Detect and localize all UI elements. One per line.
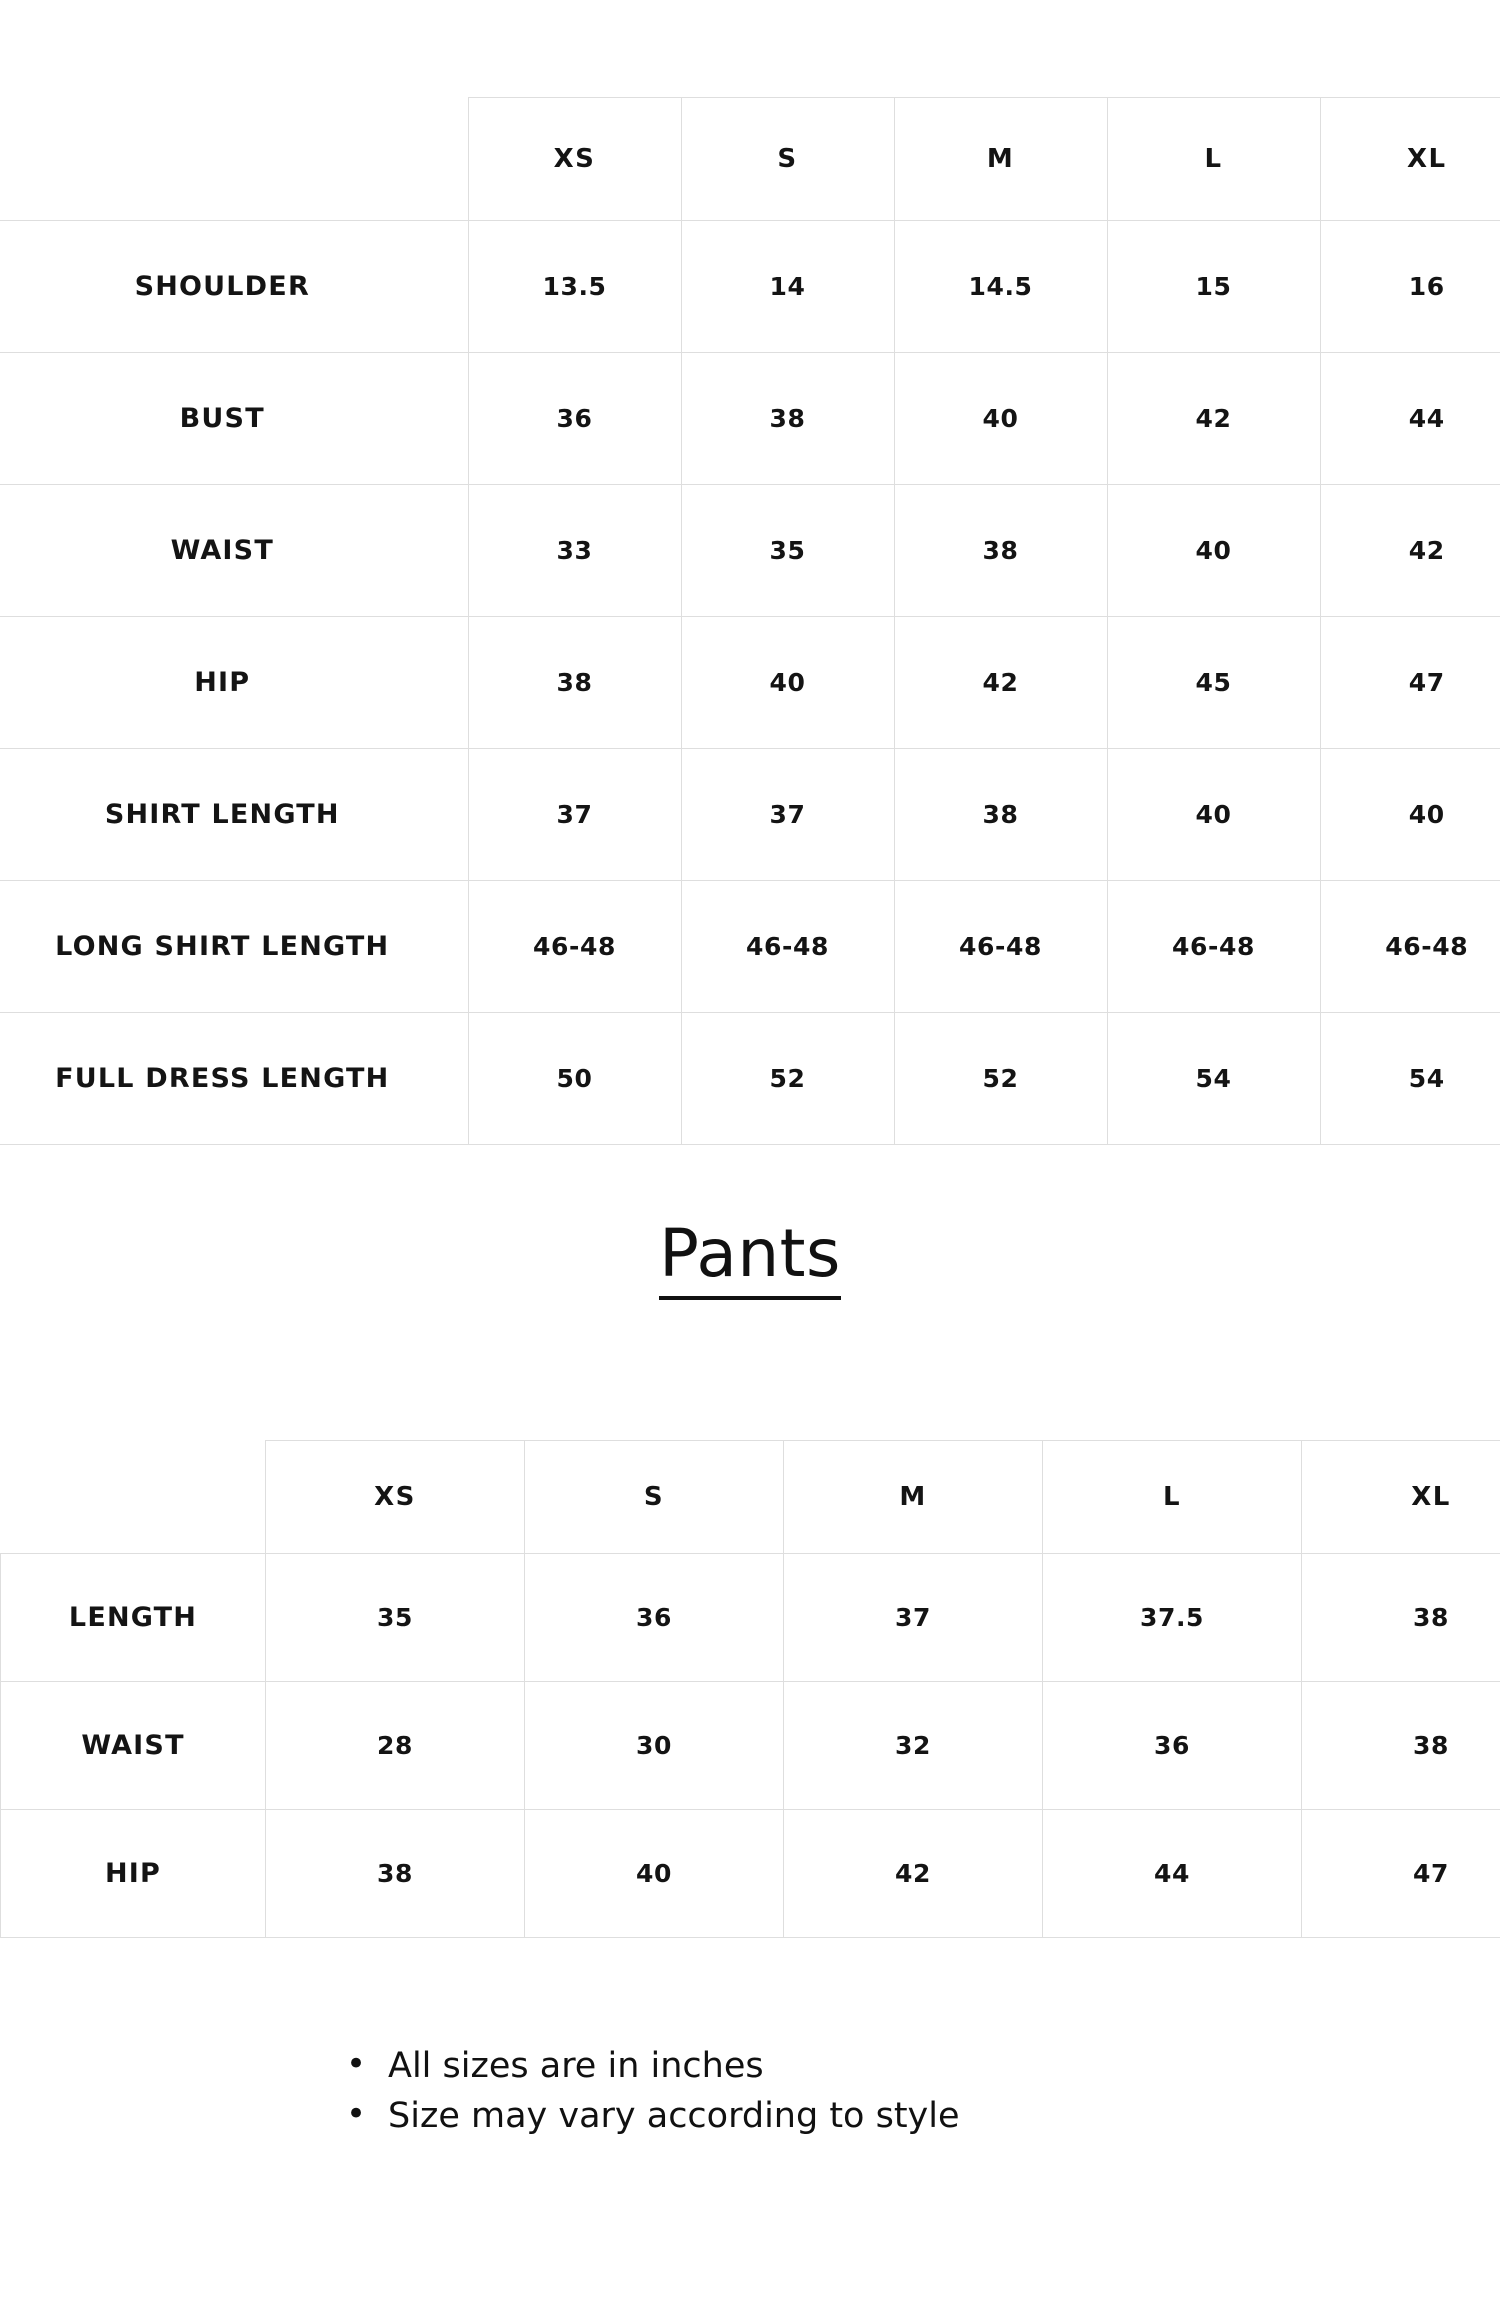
cell-full-dress-length-s: 52 — [681, 1013, 894, 1145]
cell-full-dress-length-xs: 50 — [468, 1013, 681, 1145]
pants-section-title-text: Pants — [659, 1215, 841, 1300]
table-row — [0, 749, 1500, 881]
table-row — [0, 1013, 1500, 1145]
cell-bust-xl: 44 — [1320, 353, 1500, 485]
table-row — [1, 1810, 1500, 1938]
pants-cell-waist-xs: 28 — [266, 1682, 525, 1810]
table-row — [0, 881, 1500, 1013]
pants-cell-hip-xl: 47 — [1302, 1810, 1500, 1938]
notes-list — [318, 2042, 1246, 2141]
size-header-l: L — [1107, 98, 1320, 221]
row-label-long-shirt-length: LONG SHIRT LENGTH — [0, 881, 468, 1013]
shirt-size-table-container — [0, 97, 1500, 1145]
pants-size-table — [0, 1440, 1500, 1938]
cell-full-dress-length-xl: 54 — [1320, 1013, 1500, 1145]
cell-waist-m: 38 — [894, 485, 1107, 617]
cell-long-shirt-length-l: 46-48 — [1107, 881, 1320, 1013]
cell-shirt-length-xs: 37 — [468, 749, 681, 881]
size-header-s: S — [681, 98, 894, 221]
cell-long-shirt-length-xl: 46-48 — [1320, 881, 1500, 1013]
row-label-shirt-length: SHIRT LENGTH — [0, 749, 468, 881]
pants-cell-waist-xl: 38 — [1302, 1682, 1500, 1810]
table-row — [0, 485, 1500, 617]
table-row — [0, 353, 1500, 485]
cell-shoulder-s: 14 — [681, 221, 894, 353]
cell-shoulder-m: 14.5 — [894, 221, 1107, 353]
cell-shirt-length-xl: 40 — [1320, 749, 1500, 881]
cell-waist-xl: 42 — [1320, 485, 1500, 617]
cell-hip-xl: 47 — [1320, 617, 1500, 749]
cell-shirt-length-l: 40 — [1107, 749, 1320, 881]
cell-hip-l: 45 — [1107, 617, 1320, 749]
pants-cell-length-xs: 35 — [266, 1554, 525, 1682]
cell-bust-s: 38 — [681, 353, 894, 485]
pants-size-header-xs: XS — [266, 1441, 525, 1554]
pants-cell-hip-xs: 38 — [266, 1810, 525, 1938]
table-row — [0, 221, 1500, 353]
pants-cell-hip-m: 42 — [784, 1810, 1043, 1938]
pants-row-label-length: LENGTH — [1, 1554, 266, 1682]
pants-cell-length-l: 37.5 — [1043, 1554, 1302, 1682]
cell-hip-m: 42 — [894, 617, 1107, 749]
table-row — [1, 1682, 1500, 1810]
pants-cell-length-m: 37 — [784, 1554, 1043, 1682]
cell-shoulder-l: 15 — [1107, 221, 1320, 353]
cell-hip-xs: 38 — [468, 617, 681, 749]
cell-long-shirt-length-s: 46-48 — [681, 881, 894, 1013]
pants-row-label-waist: WAIST — [1, 1682, 266, 1810]
row-label-hip: HIP — [0, 617, 468, 749]
table-row — [1, 1554, 1500, 1682]
pants-section-title — [0, 1215, 1500, 1292]
pants-size-header-s: S — [525, 1441, 784, 1554]
cell-waist-xs: 33 — [468, 485, 681, 617]
cell-hip-s: 40 — [681, 617, 894, 749]
row-label-shoulder: SHOULDER — [0, 221, 468, 353]
list-item: • All sizes are in inches — [346, 2042, 1246, 2092]
size-header-xl: XL — [1320, 98, 1500, 221]
list-item: • Size may vary according to style — [346, 2092, 1246, 2142]
pants-cell-hip-l: 44 — [1043, 1810, 1302, 1938]
size-header-m: M — [894, 98, 1107, 221]
cell-shirt-length-m: 38 — [894, 749, 1107, 881]
pants-cell-waist-s: 30 — [525, 1682, 784, 1810]
row-label-full-dress-length: FULL DRESS LENGTH — [0, 1013, 468, 1145]
pants-cell-hip-s: 40 — [525, 1810, 784, 1938]
pants-size-header-xl: XL — [1302, 1441, 1500, 1554]
pants-size-header-l: L — [1043, 1441, 1302, 1554]
pants-table-corner-cell — [1, 1441, 266, 1554]
cell-full-dress-length-m: 52 — [894, 1013, 1107, 1145]
pants-cell-waist-m: 32 — [784, 1682, 1043, 1810]
pants-cell-waist-l: 36 — [1043, 1682, 1302, 1810]
cell-bust-m: 40 — [894, 353, 1107, 485]
cell-shoulder-xl: 16 — [1320, 221, 1500, 353]
cell-shoulder-xs: 13.5 — [468, 221, 681, 353]
pants-row-label-hip: HIP — [1, 1810, 266, 1938]
size-header-xs: XS — [468, 98, 681, 221]
cell-long-shirt-length-m: 46-48 — [894, 881, 1107, 1013]
cell-shirt-length-s: 37 — [681, 749, 894, 881]
table-row — [0, 617, 1500, 749]
cell-waist-s: 35 — [681, 485, 894, 617]
row-label-waist: WAIST — [0, 485, 468, 617]
cell-bust-l: 42 — [1107, 353, 1320, 485]
cell-long-shirt-length-xs: 46-48 — [468, 881, 681, 1013]
cell-waist-l: 40 — [1107, 485, 1320, 617]
cell-bust-xs: 36 — [468, 353, 681, 485]
row-label-bust: BUST — [0, 353, 468, 485]
shirt-size-table — [0, 97, 1500, 1145]
table-header-row — [0, 98, 1500, 221]
pants-cell-length-s: 36 — [525, 1554, 784, 1682]
cell-full-dress-length-l: 54 — [1107, 1013, 1320, 1145]
table-header-row — [1, 1441, 1500, 1554]
pants-cell-length-xl: 38 — [1302, 1554, 1500, 1682]
pants-size-header-m: M — [784, 1441, 1043, 1554]
pants-size-table-container — [0, 1440, 1500, 1938]
table-corner-cell — [0, 98, 468, 221]
